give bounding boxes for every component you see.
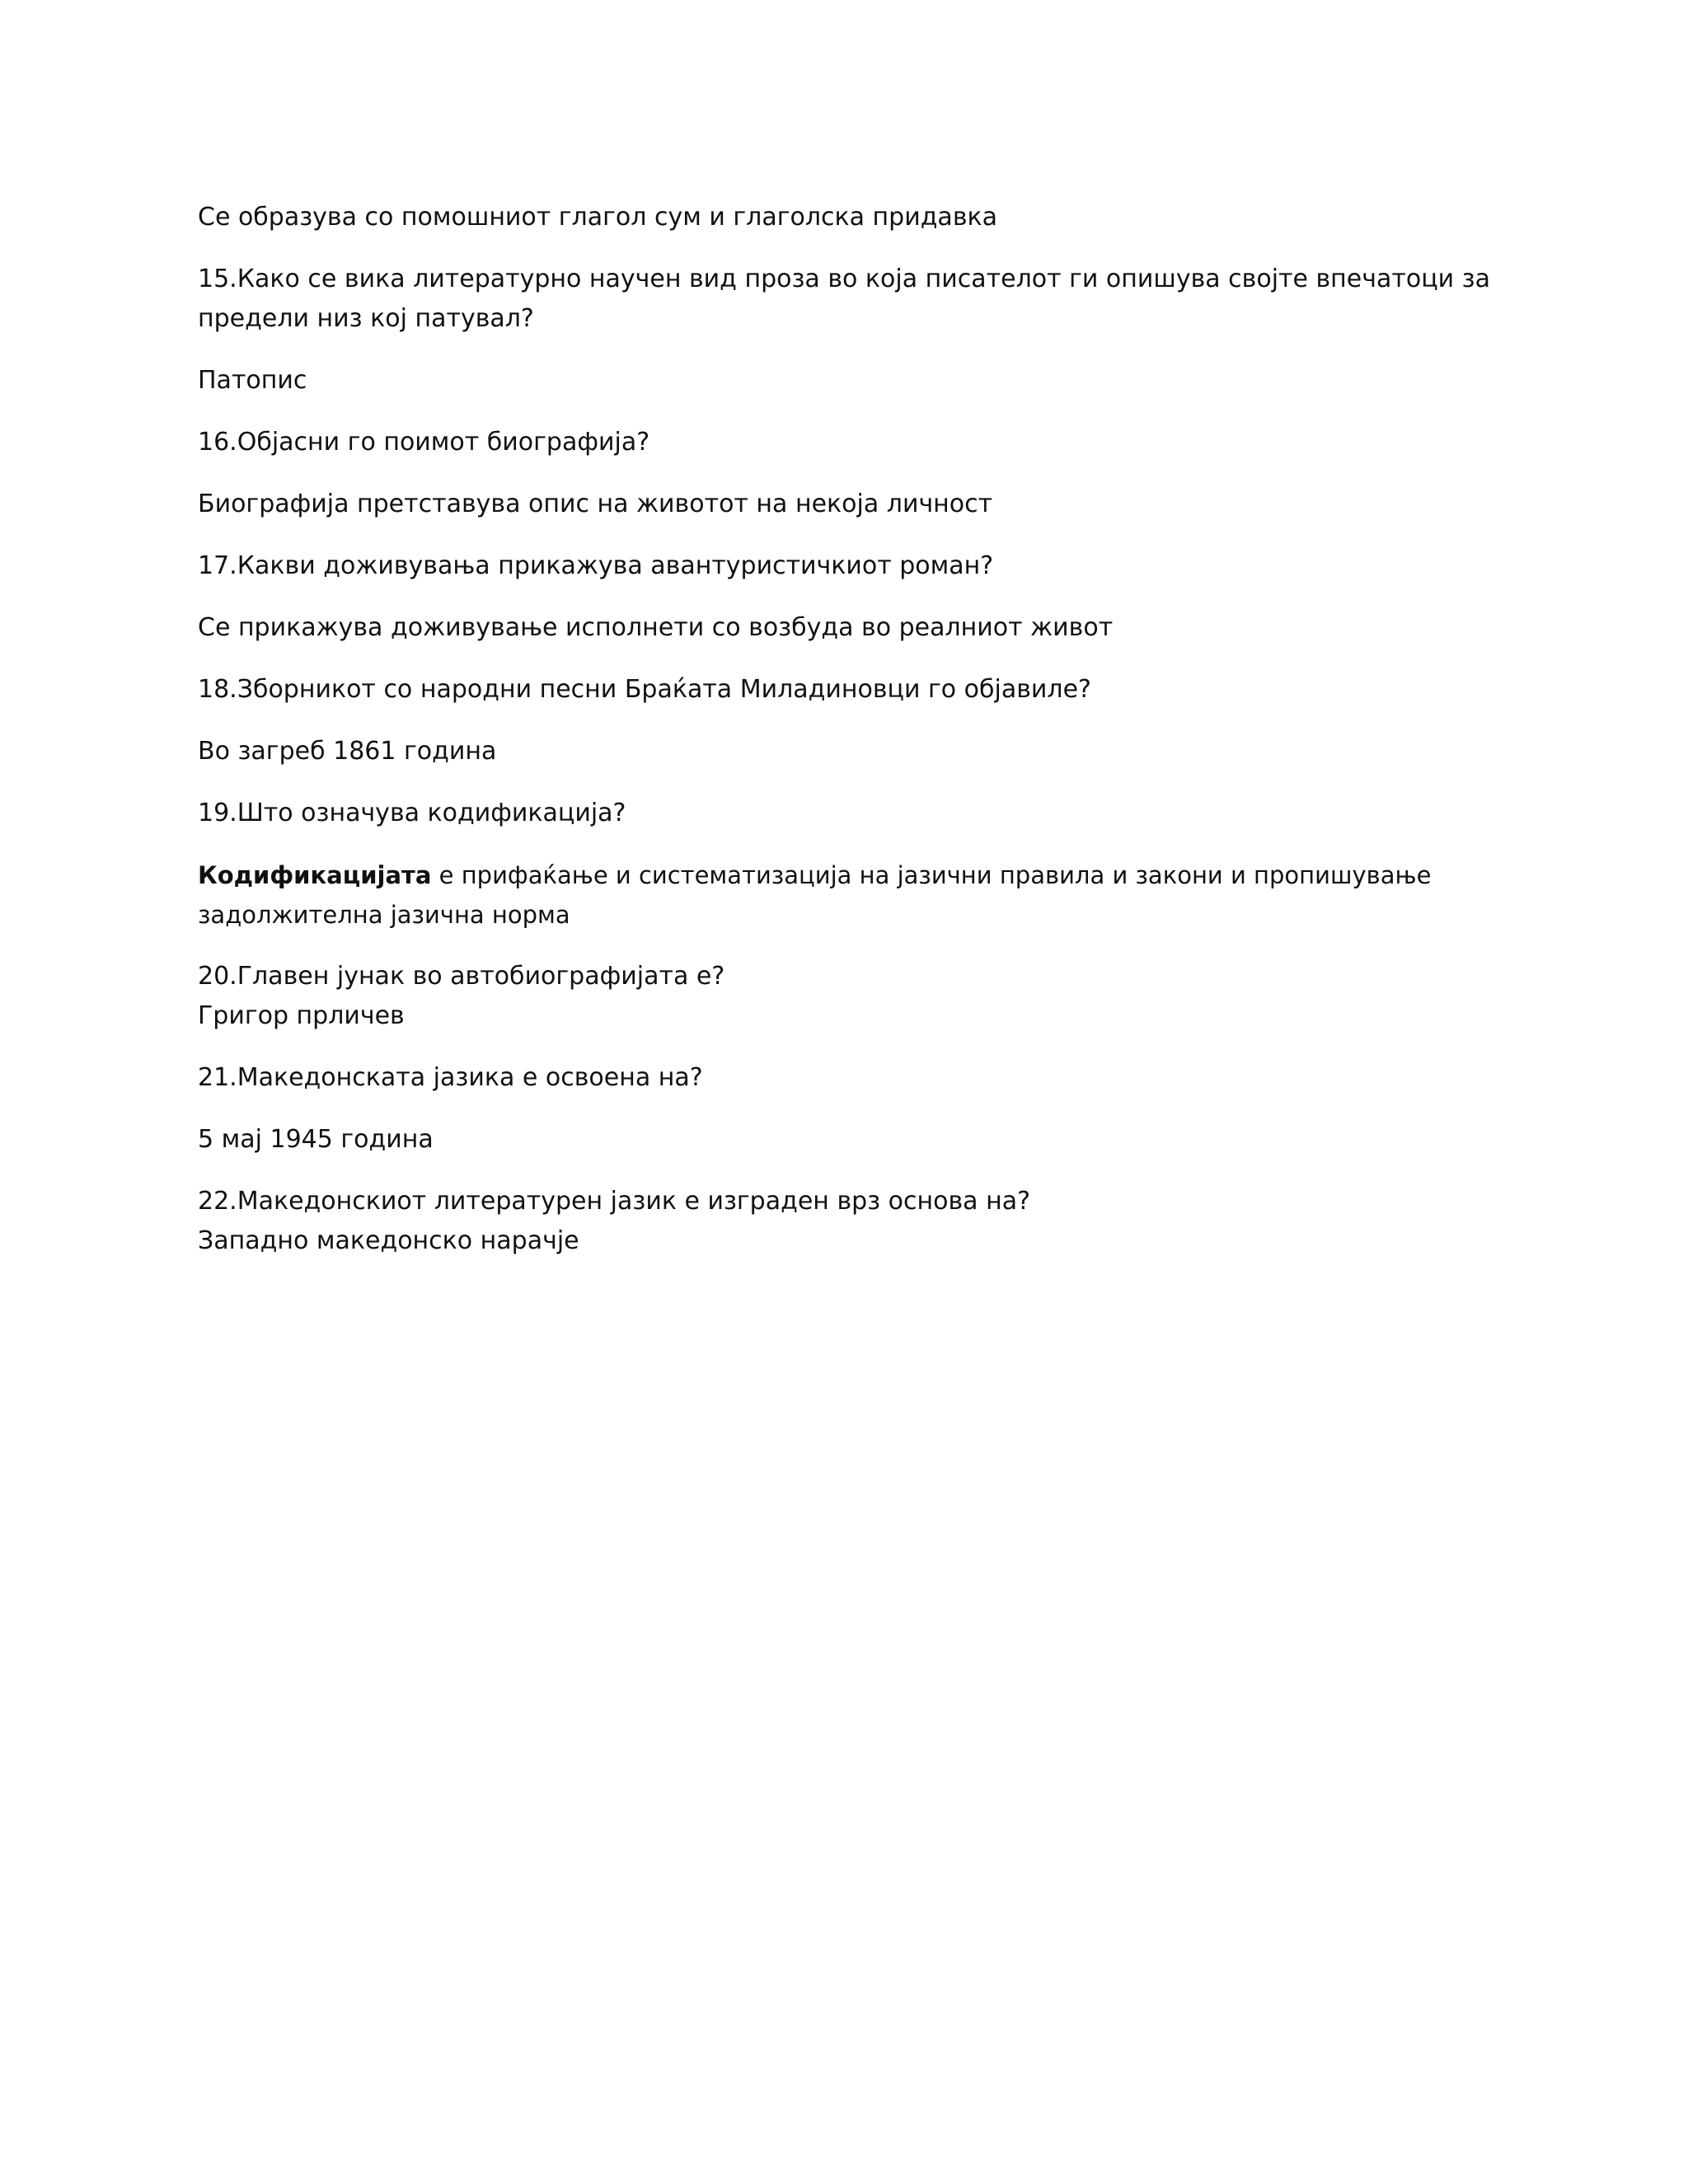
text-line: 16.Објасни го поимот биографија? [198, 428, 650, 457]
text-line: Се прикажува доживување исполнети со возбуда во реалниот живот [198, 613, 1114, 642]
text-line: Се образува со помошниот глагол сум и глаголска придавка [198, 203, 998, 232]
text-line: предели низ кој патувал? [198, 304, 534, 333]
answer-paragraph [198, 198, 1484, 237]
answer-18 [198, 732, 1484, 771]
answer-19 [198, 855, 1484, 935]
answer-15 [198, 361, 1484, 401]
text-line: задолжителна јазична норма [198, 901, 570, 929]
question-16 [198, 423, 1484, 462]
text-line: Григор прличев [198, 1001, 405, 1030]
text-run: е прифаќање и систематизација на јазични правила и закони и пропишување [431, 861, 1432, 889]
question-21 [198, 1058, 1484, 1098]
question-17 [198, 546, 1484, 586]
question-19 [198, 794, 1484, 833]
text-line: Западно македонско нарачје [198, 1226, 579, 1255]
text-line: 18.Зборникот со народни песни Браќата Миладиновци го објавиле? [198, 675, 1091, 704]
question-answer-20 [198, 957, 1484, 1036]
text-line: 20.Главен јунак во автобиографијата е? [198, 962, 725, 991]
text-line: Во загреб 1861 година [198, 737, 497, 766]
text-line: 22.Македонскиот литературен јазик е изграден врз основа на? [198, 1187, 1031, 1216]
answer-21 [198, 1120, 1484, 1160]
text-line: 19.Што означува кодификација? [198, 799, 626, 827]
text-line: Биографија претставува опис на животот на некоја личност [198, 490, 993, 518]
bold-term: Кодификацијата [198, 861, 432, 889]
text-line: 5 мај 1945 година [198, 1125, 434, 1154]
text-line: Патопис [198, 366, 307, 395]
text-line: 17.Какви доживувања прикажува авантуристичкиот роман? [198, 551, 994, 580]
document-body [198, 198, 1490, 1283]
question-answer-22 [198, 1182, 1484, 1261]
text-line [198, 855, 1484, 895]
answer-17 [198, 608, 1484, 648]
answer-16 [198, 485, 1484, 524]
text-line: 15.Како се вика литературно научен вид проза во која писателот ги опишува својте впечатоци за [198, 265, 1490, 293]
question-18 [198, 670, 1484, 710]
text-line: 21.Македонската јазика е освоена на? [198, 1063, 703, 1092]
question-15 [198, 260, 1490, 339]
